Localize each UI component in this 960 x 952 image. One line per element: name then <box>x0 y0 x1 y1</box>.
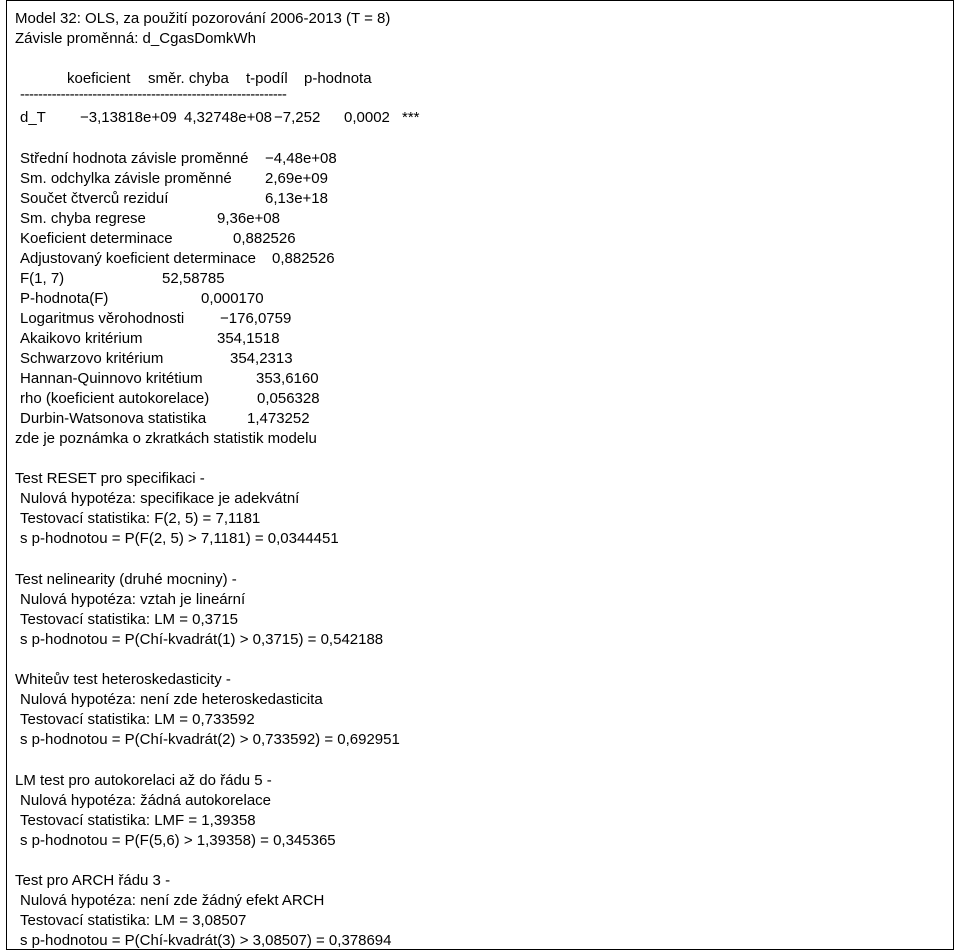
coef-row-tratio: −7,252 <box>274 109 321 126</box>
test-null-hypothesis: Nulová hypotéza: žádná autokorelace <box>20 792 272 809</box>
stat-label: P-hodnota(F) <box>20 290 109 307</box>
test-null-hypothesis: Nulová hypotéza: specifikace je adekvátní <box>20 490 300 507</box>
test-pvalue: s p-hodnotou = P(Chí-kvadrát(1) > 0,3715) = 0,542188 <box>20 631 384 648</box>
test-pvalue: s p-hodnotou = P(F(2, 5) > 7,1181) = 0,0344451 <box>20 530 339 547</box>
model-title: Model 32: OLS, za použití pozorování 2006-2013 (T = 8) <box>15 10 391 27</box>
test-title: Test nelinearity (druhé mocniny) - <box>15 571 237 588</box>
stat-value: 0,882526 <box>233 230 296 247</box>
stat-label: Koeficient determinace <box>20 230 173 247</box>
test-null-hypothesis: Nulová hypotéza: není zde žádný efekt ARCH <box>20 892 325 909</box>
stat-label: Hannan-Quinnovo kritétium <box>20 370 203 387</box>
stat-value: 52,58785 <box>162 270 225 287</box>
coef-row-name: d_T <box>20 109 46 126</box>
stat-value: −176,0759 <box>220 310 292 327</box>
abbreviations-note: zde je poznámka o zkratkách statistik modelu <box>15 430 317 447</box>
test-pvalue: s p-hodnotou = P(F(5,6) > 1,39358) = 0,345365 <box>20 832 336 849</box>
stat-value: 354,1518 <box>217 330 280 347</box>
col-header-coefficient: koeficient <box>67 70 131 87</box>
stat-value: 0,882526 <box>272 250 335 267</box>
stat-value: −4,48e+08 <box>265 150 337 167</box>
stat-value: 1,473252 <box>247 410 310 427</box>
test-null-hypothesis: Nulová hypotéza: vztah je lineární <box>20 591 246 608</box>
coef-row-stderr: 4,32748e+08 <box>184 109 273 126</box>
stat-label: Sm. chyba regrese <box>20 210 146 227</box>
col-header-tratio: t-podíl <box>246 70 288 87</box>
stat-label: F(1, 7) <box>20 270 65 287</box>
stat-value: 9,36e+08 <box>217 210 280 227</box>
test-title: Whiteův test heteroskedasticity - <box>15 671 231 688</box>
stat-value: 353,6160 <box>256 370 319 387</box>
stat-value: 0,056328 <box>257 390 320 407</box>
col-header-stderr: směr. chyba <box>148 70 229 87</box>
stat-label: Logaritmus věrohodnosti <box>20 310 185 327</box>
dependent-variable: Závisle proměnná: d_CgasDomkWh <box>15 30 256 47</box>
test-statistic: Testovací statistika: LM = 0,733592 <box>20 711 255 728</box>
test-statistic: Testovací statistika: F(2, 5) = 7,1181 <box>20 510 261 527</box>
stat-label: Schwarzovo kritérium <box>20 350 164 367</box>
coef-row-pvalue: 0,0002 <box>344 109 390 126</box>
test-statistic: Testovací statistika: LM = 3,08507 <box>20 912 247 929</box>
output-document <box>6 0 954 950</box>
stat-label: Adjustovaný koeficient determinace <box>20 250 256 267</box>
stat-label: Sm. odchylka závisle proměnné <box>20 170 232 187</box>
coef-row-stars: *** <box>402 109 420 126</box>
stat-value: 6,13e+18 <box>265 190 328 207</box>
stat-label: Akaikovo kritérium <box>20 330 143 347</box>
test-statistic: Testovací statistika: LMF = 1,39358 <box>20 812 256 829</box>
test-pvalue: s p-hodnotou = P(Chí-kvadrát(2) > 0,733592) = 0,692951 <box>20 731 400 748</box>
stat-value: 0,000170 <box>201 290 264 307</box>
test-title: LM test pro autokorelaci až do řádu 5 - <box>15 772 272 789</box>
stat-label: Durbin-Watsonova statistika <box>20 410 207 427</box>
stat-value: 2,69e+09 <box>265 170 328 187</box>
stat-value: 354,2313 <box>230 350 293 367</box>
stat-label: Součet čtverců reziduí <box>20 190 169 207</box>
stat-label: rho (koeficient autokorelace) <box>20 390 210 407</box>
test-pvalue: s p-hodnotou = P(Chí-kvadrát(3) > 3,08507) = 0,378694 <box>20 932 392 949</box>
test-title: Test pro ARCH řádu 3 - <box>15 872 171 889</box>
test-null-hypothesis: Nulová hypotéza: není zde heteroskedasticita <box>20 691 323 708</box>
col-header-pvalue: p-hodnota <box>304 70 372 87</box>
test-statistic: Testovací statistika: LM = 0,3715 <box>20 611 239 628</box>
stat-label: Střední hodnota závisle proměnné <box>20 150 249 167</box>
table-separator: ----------------------------------------------------------- <box>20 86 287 103</box>
coef-row-coefficient: −3,13818e+09 <box>80 109 177 126</box>
test-title: Test RESET pro specifikaci - <box>15 470 205 487</box>
